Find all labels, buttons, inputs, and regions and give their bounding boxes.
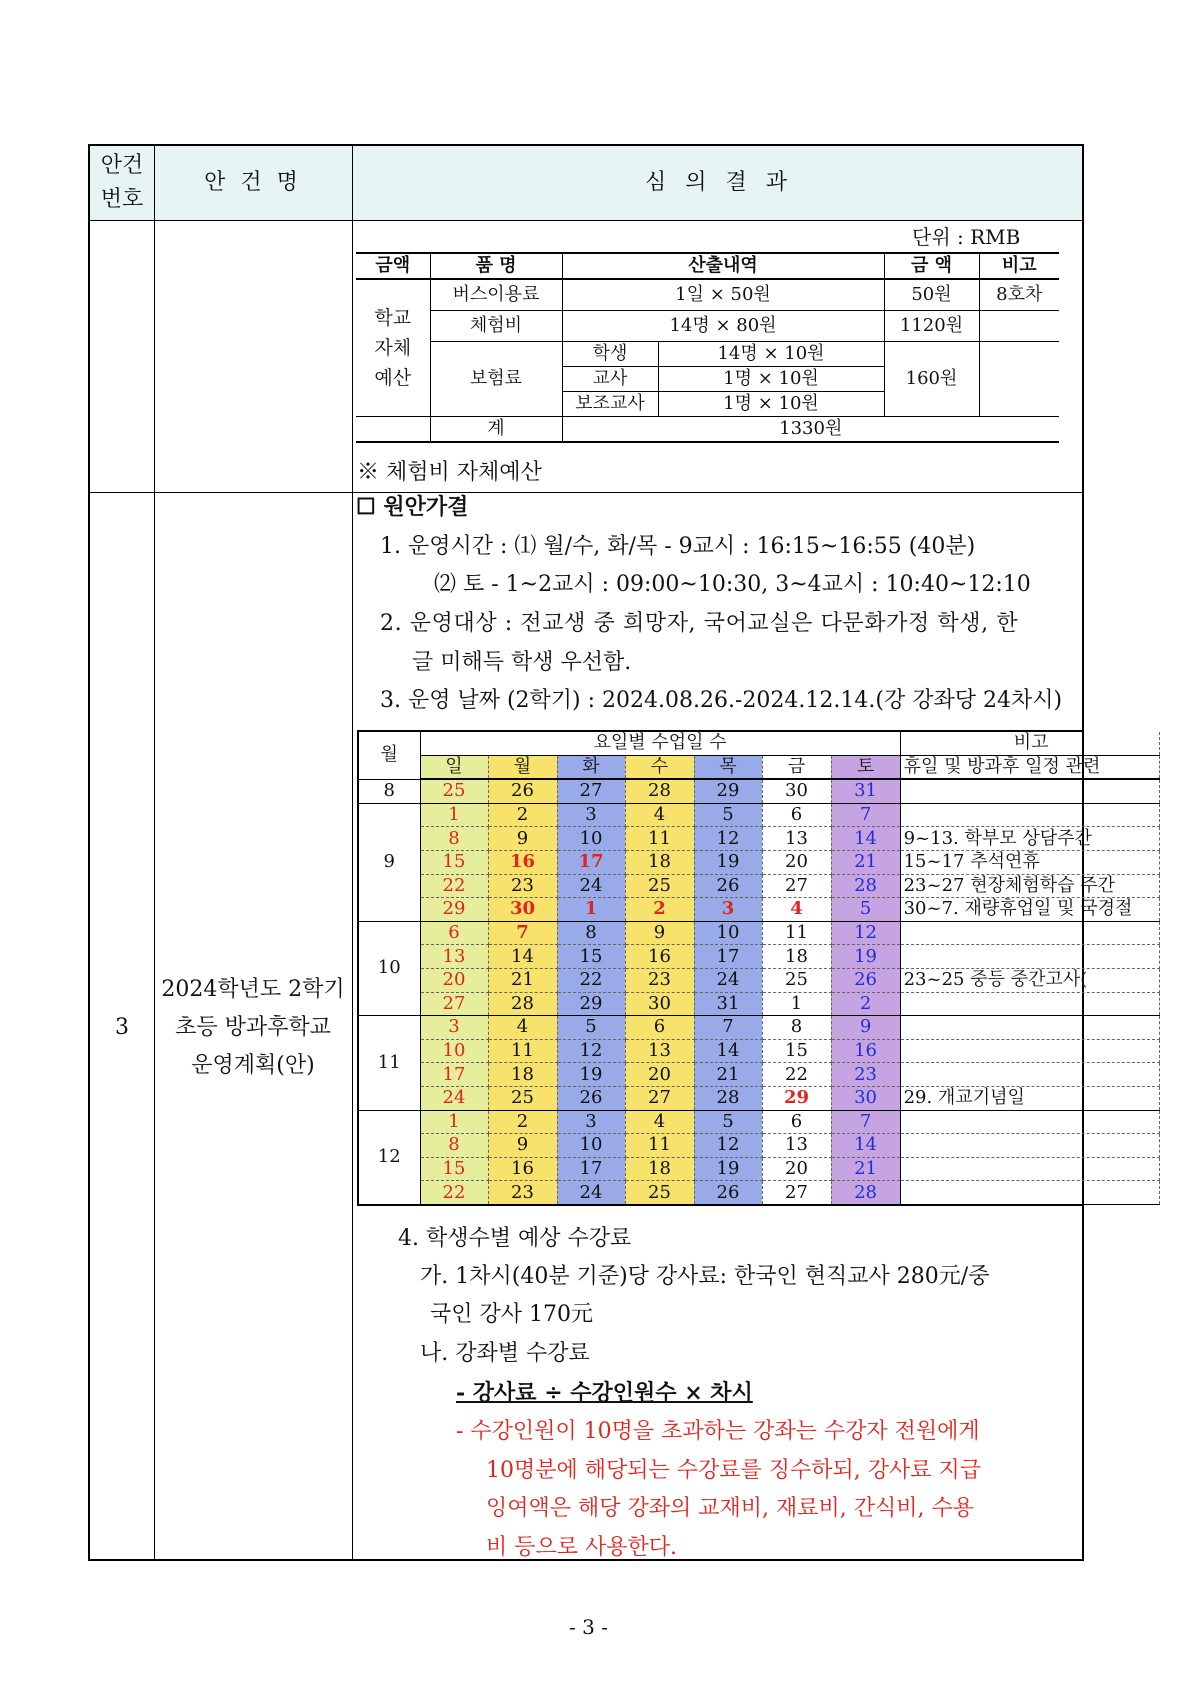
- calendar-day-cell: 19: [694, 1157, 762, 1181]
- calendar-day-cell: 28: [488, 992, 557, 1016]
- calendar-day-cell: 2: [625, 898, 694, 922]
- budget-calc: 14명 × 80원: [562, 311, 884, 342]
- calendar-day-cell: 2: [488, 1110, 557, 1134]
- budget-footnote: ※ 체험비 자체예산: [357, 460, 542, 485]
- calendar-day-cell: 21: [488, 968, 557, 992]
- calendar-group-header: 요일별 수업일 수: [420, 732, 900, 755]
- calendar-day-cell: 22: [557, 968, 625, 992]
- calendar-day-cell: 22: [420, 874, 488, 898]
- calendar-month-label: 9: [359, 803, 420, 921]
- calendar-day-cell: 13: [420, 945, 488, 969]
- calendar-day-cell: 31: [694, 992, 762, 1016]
- calendar-day-cell: 9: [488, 1134, 557, 1158]
- calendar-week-row: [359, 1063, 1159, 1087]
- calendar-day-row: [359, 755, 1159, 779]
- fee-note-line2: 10명분에 해당되는 수강료를 징수하되, 강사료 지급: [486, 1458, 981, 1483]
- calendar-note-cell: 23~27 현장체험학습 주간: [900, 874, 1159, 898]
- calendar-day-cell: 17: [557, 850, 625, 874]
- calendar-note-cell: [900, 945, 1159, 969]
- calendar-day-cell: 24: [420, 1086, 488, 1110]
- calendar-day-cell: 10: [420, 1039, 488, 1063]
- calendar-week-row: [359, 968, 1159, 992]
- budget-row-total: [356, 417, 1059, 443]
- budget-sub-who: 교사: [562, 367, 658, 392]
- budget-item: 체험비: [430, 311, 562, 342]
- calendar-day-cell: 18: [762, 945, 831, 969]
- calendar-day-header: 토: [831, 755, 900, 779]
- calendar-note-cell: [900, 1134, 1159, 1158]
- budget-header-amount: 금액: [356, 253, 430, 279]
- calendar-day-cell: 13: [625, 1039, 694, 1063]
- calendar-day-cell: 5: [694, 803, 762, 827]
- calendar-day-cell: 27: [762, 1181, 831, 1205]
- calendar-week-row: [359, 945, 1159, 969]
- calendar-day-cell: 21: [694, 1063, 762, 1087]
- budget-amount: 50원: [884, 279, 979, 311]
- calendar-day-cell: 11: [488, 1039, 557, 1063]
- calendar-week-row: [359, 827, 1159, 851]
- budget-note: 8호차: [979, 279, 1059, 311]
- calendar-day-cell: 28: [694, 1086, 762, 1110]
- budget-item: 보험료: [430, 342, 562, 417]
- calendar-day-cell: 23: [831, 1063, 900, 1087]
- fee-formula: - 강사료 ÷ 수강인원수 × 차시: [456, 1380, 753, 1406]
- calendar-day-cell: 14: [831, 1134, 900, 1158]
- calendar-day-cell: 4: [625, 803, 694, 827]
- calendar-day-cell: 16: [488, 1157, 557, 1181]
- budget-total-label: 계: [430, 417, 562, 443]
- calendar-week-row: [359, 992, 1159, 1016]
- calendar-day-cell: 5: [694, 1110, 762, 1134]
- calendar-day-cell: 7: [488, 921, 557, 945]
- calendar-day-cell: 15: [420, 1157, 488, 1181]
- calendar-day-cell: 10: [694, 921, 762, 945]
- budget-calc: 1일 × 50원: [562, 279, 884, 311]
- calendar-week-row: [359, 1181, 1159, 1205]
- calendar-day-cell: 10: [557, 1134, 625, 1158]
- budget-sub-calc: 1명 × 10원: [658, 392, 884, 417]
- fee-note-line1: - 수강인원이 10명을 초과하는 강좌는 수강자 전원에게: [456, 1419, 980, 1444]
- item-operating-time-sat: ⑵ 토 - 1~2교시 : 09:00~10:30, 3~4교시 : 10:40~12:10: [434, 572, 1031, 597]
- calendar-day-cell: 3: [420, 1016, 488, 1040]
- calendar-month-label: 8: [359, 779, 420, 803]
- calendar-note-cell: [900, 1063, 1159, 1087]
- calendar-day-cell: 20: [762, 850, 831, 874]
- calendar-note-cell: 29. 개교기념일: [900, 1086, 1159, 1110]
- calendar-day-cell: 24: [557, 1181, 625, 1205]
- calendar-day-cell: 6: [625, 1016, 694, 1040]
- calendar-day-cell: 7: [831, 803, 900, 827]
- calendar-week-row: [359, 850, 1159, 874]
- calendar-day-cell: 19: [831, 945, 900, 969]
- budget-unit: 단위 : RMB: [912, 225, 1021, 249]
- calendar-day-cell: 22: [762, 1063, 831, 1087]
- budget-header-cost: 금 액: [884, 253, 979, 279]
- calendar-note-cell: [900, 779, 1159, 803]
- calendar-day-cell: 2: [831, 992, 900, 1016]
- calendar-day-cell: 27: [762, 874, 831, 898]
- calendar-day-cell: 18: [625, 1157, 694, 1181]
- calendar-day-cell: 19: [694, 850, 762, 874]
- header-review-result: 심 의 결 과: [645, 170, 793, 195]
- calendar-day-cell: 1: [557, 898, 625, 922]
- calendar-note-cell: [900, 1157, 1159, 1181]
- calendar-week-row: [359, 779, 1159, 803]
- budget-total-amount: 1330원: [562, 417, 1059, 443]
- calendar-day-cell: 16: [831, 1039, 900, 1063]
- calendar-day-cell: 25: [625, 874, 694, 898]
- class-calendar: [357, 730, 1133, 1206]
- calendar-note-header: 비고: [900, 732, 1159, 755]
- calendar-day-header: 수: [625, 755, 694, 779]
- calendar-day-cell: 30: [831, 1086, 900, 1110]
- calendar-day-cell: 29: [762, 1086, 831, 1110]
- header-agenda-number: 안건 번호: [100, 153, 144, 212]
- calendar-day-cell: 28: [831, 1181, 900, 1205]
- budget-header-note: 비고: [979, 253, 1059, 279]
- calendar-week-row: [359, 1039, 1159, 1063]
- agenda-number: 3: [115, 1014, 129, 1040]
- item-fee-a: 가. 1차시(40분 기준)당 강사료: 한국인 현직교사 280元/중: [420, 1264, 990, 1289]
- calendar-day-cell: 15: [557, 945, 625, 969]
- budget-amount: 160원: [884, 342, 979, 417]
- calendar-month-label: 10: [359, 921, 420, 1015]
- calendar-header-row: [359, 732, 1159, 755]
- calendar-day-cell: 20: [420, 968, 488, 992]
- page-number: - 3 -: [569, 1615, 608, 1639]
- item-fee-b: 나. 강좌별 수강료: [420, 1341, 590, 1366]
- calendar-day-cell: 3: [557, 803, 625, 827]
- calendar-day-header: 금: [762, 755, 831, 779]
- calendar-day-cell: 1: [762, 992, 831, 1016]
- calendar-day-cell: 3: [557, 1110, 625, 1134]
- budget-category: 학교 자체 예산: [356, 279, 430, 417]
- calendar-day-cell: 14: [488, 945, 557, 969]
- fee-note-line3: 잉여액은 해당 강좌의 교재비, 재료비, 간식비, 수용: [486, 1496, 974, 1521]
- calendar-note-cell: [900, 803, 1159, 827]
- calendar-day-cell: 30: [762, 779, 831, 803]
- calendar-day-cell: 17: [694, 945, 762, 969]
- calendar-note-cell: [900, 992, 1159, 1016]
- budget-header-item: 품 명: [430, 253, 562, 279]
- calendar-day-cell: 25: [625, 1181, 694, 1205]
- calendar-day-cell: 1: [420, 803, 488, 827]
- calendar-note-cell: 23~25 중등 중간고사(: [900, 968, 1159, 992]
- calendar-day-cell: 29: [694, 779, 762, 803]
- calendar-week-row: [359, 874, 1159, 898]
- budget-row-experience: [356, 311, 1059, 342]
- calendar-note-cell: 9~13. 학부모 상담주간: [900, 827, 1159, 851]
- calendar-day-cell: 29: [420, 898, 488, 922]
- calendar-day-cell: 26: [694, 1181, 762, 1205]
- calendar-day-cell: 17: [420, 1063, 488, 1087]
- budget-header-calc: 산출내역: [562, 253, 884, 279]
- calendar-day-cell: 20: [625, 1063, 694, 1087]
- item-fee: 4. 학생수별 예상 수강료: [398, 1226, 632, 1251]
- calendar-month-label: 11: [359, 1016, 420, 1110]
- budget-row-insurance: [356, 342, 1059, 367]
- budget-header-row: [356, 253, 1059, 279]
- calendar-day-cell: 23: [488, 1181, 557, 1205]
- calendar-month-header: 월: [359, 732, 420, 779]
- calendar-day-cell: 11: [625, 1134, 694, 1158]
- calendar-day-cell: 4: [625, 1110, 694, 1134]
- calendar-day-cell: 12: [557, 1039, 625, 1063]
- budget-table: [356, 252, 1059, 443]
- calendar-week-row: [359, 1086, 1159, 1110]
- header-agenda-name: 안 건 명: [204, 170, 302, 195]
- calendar-day-cell: 25: [762, 968, 831, 992]
- calendar-day-cell: 29: [557, 992, 625, 1016]
- calendar-day-header: 월: [488, 755, 557, 779]
- item-operating-time: 1. 운영시간 : ⑴ 월/수, 화/목 - 9교시 : 16:15~16:55 (40분): [380, 534, 976, 559]
- item-target: 2. 운영대상 : 전교생 중 희망자, 국어교실은 다문화가정 학생, 한: [380, 611, 1019, 636]
- calendar-day-header: 화: [557, 755, 625, 779]
- calendar-day-cell: 8: [420, 1134, 488, 1158]
- calendar-note-cell: [900, 921, 1159, 945]
- budget-item: 버스이용료: [430, 279, 562, 311]
- calendar-month-label: 12: [359, 1110, 420, 1204]
- calendar-day-cell: 27: [557, 779, 625, 803]
- budget-sub-who: 학생: [562, 342, 658, 367]
- calendar-day-cell: 15: [420, 850, 488, 874]
- calendar-day-header: 목: [694, 755, 762, 779]
- calendar-week-row: [359, 921, 1159, 945]
- budget-amount: 1120원: [884, 311, 979, 342]
- calendar-day-cell: 18: [488, 1063, 557, 1087]
- calendar-day-cell: 10: [557, 827, 625, 851]
- calendar-day-cell: 9: [831, 1016, 900, 1040]
- calendar-day-cell: 16: [488, 850, 557, 874]
- calendar-week-row: [359, 898, 1159, 922]
- calendar-week-row: [359, 1016, 1159, 1040]
- calendar-week-row: [359, 1134, 1159, 1158]
- calendar-note-cell: [900, 1039, 1159, 1063]
- calendar-day-cell: 11: [762, 921, 831, 945]
- calendar-week-row: [359, 1157, 1159, 1181]
- fee-note-line4: 비 등으로 사용한다.: [486, 1535, 677, 1560]
- calendar-day-cell: 13: [762, 1134, 831, 1158]
- calendar-day-cell: 14: [694, 1039, 762, 1063]
- calendar-day-cell: 9: [488, 827, 557, 851]
- calendar-day-cell: 5: [831, 898, 900, 922]
- calendar-day-cell: 2: [488, 803, 557, 827]
- calendar-day-cell: 21: [831, 850, 900, 874]
- calendar-day-cell: 1: [420, 1110, 488, 1134]
- calendar-day-cell: 28: [831, 874, 900, 898]
- calendar-day-cell: 30: [488, 898, 557, 922]
- calendar-day-cell: 4: [762, 898, 831, 922]
- calendar-day-cell: 9: [625, 921, 694, 945]
- calendar-note-cell: [900, 1181, 1159, 1205]
- calendar-day-cell: 26: [831, 968, 900, 992]
- calendar-day-cell: 26: [694, 874, 762, 898]
- calendar-day-cell: 8: [762, 1016, 831, 1040]
- item-target-cont: 글 미해득 학생 우선함.: [412, 650, 632, 675]
- calendar-day-cell: 12: [694, 827, 762, 851]
- calendar-day-cell: 4: [488, 1016, 557, 1040]
- calendar-day-cell: 17: [557, 1157, 625, 1181]
- calendar-day-cell: 13: [762, 827, 831, 851]
- calendar-day-cell: 19: [557, 1063, 625, 1087]
- calendar-day-cell: 21: [831, 1157, 900, 1181]
- calendar-day-cell: 27: [420, 992, 488, 1016]
- calendar-day-cell: 26: [557, 1086, 625, 1110]
- calendar-day-cell: 7: [831, 1110, 900, 1134]
- calendar-day-cell: 5: [557, 1016, 625, 1040]
- calendar-day-cell: 18: [625, 850, 694, 874]
- calendar-day-cell: 14: [831, 827, 900, 851]
- calendar-week-row: [359, 1110, 1159, 1134]
- calendar-note-subheader: 휴일 및 방과후 일정 관련: [900, 755, 1159, 779]
- calendar-day-cell: 8: [557, 921, 625, 945]
- calendar-day-cell: 22: [420, 1181, 488, 1205]
- calendar-note-cell: [900, 1110, 1159, 1134]
- calendar-week-row: [359, 803, 1159, 827]
- calendar-day-cell: 26: [488, 779, 557, 803]
- calendar-day-cell: 20: [762, 1157, 831, 1181]
- calendar-day-cell: 31: [831, 779, 900, 803]
- calendar-day-cell: 28: [625, 779, 694, 803]
- calendar-day-cell: 11: [625, 827, 694, 851]
- calendar-note-cell: 15~17 추석연휴: [900, 850, 1159, 874]
- calendar-day-header: 일: [420, 755, 488, 779]
- result-heading: ☐ 원안가결: [356, 494, 469, 520]
- calendar-day-cell: 25: [488, 1086, 557, 1110]
- calendar-day-cell: 24: [694, 968, 762, 992]
- calendar-day-cell: 3: [694, 898, 762, 922]
- budget-row-bus: [356, 279, 1059, 311]
- calendar-day-cell: 8: [420, 827, 488, 851]
- calendar-day-cell: 6: [762, 803, 831, 827]
- agenda-title: 2024학년도 2학기 초등 방과후학교 운영계획(안): [161, 976, 345, 1078]
- calendar-day-cell: 7: [694, 1016, 762, 1040]
- calendar-day-cell: 23: [488, 874, 557, 898]
- calendar-day-cell: 16: [625, 945, 694, 969]
- calendar-day-cell: 25: [420, 779, 488, 803]
- calendar-day-cell: 30: [625, 992, 694, 1016]
- calendar-note-cell: [900, 1016, 1159, 1040]
- calendar-day-cell: 15: [762, 1039, 831, 1063]
- calendar-day-cell: 6: [420, 921, 488, 945]
- budget-sub-who: 보조교사: [562, 392, 658, 417]
- calendar-day-cell: 23: [625, 968, 694, 992]
- budget-sub-calc: 1명 × 10원: [658, 367, 884, 392]
- calendar-day-cell: 12: [831, 921, 900, 945]
- calendar-day-cell: 6: [762, 1110, 831, 1134]
- budget-sub-calc: 14명 × 10원: [658, 342, 884, 367]
- calendar-note-cell: 30~7. 재량휴업일 및 국경절: [900, 898, 1159, 922]
- item-fee-a-cont: 국인 강사 170元: [430, 1302, 593, 1327]
- item-dates: 3. 운영 날짜 (2학기) : 2024.08.26.-2024.12.14.(강 강좌당 24차시): [380, 688, 1063, 713]
- calendar-day-cell: 27: [625, 1086, 694, 1110]
- calendar-day-cell: 12: [694, 1134, 762, 1158]
- calendar-day-cell: 24: [557, 874, 625, 898]
